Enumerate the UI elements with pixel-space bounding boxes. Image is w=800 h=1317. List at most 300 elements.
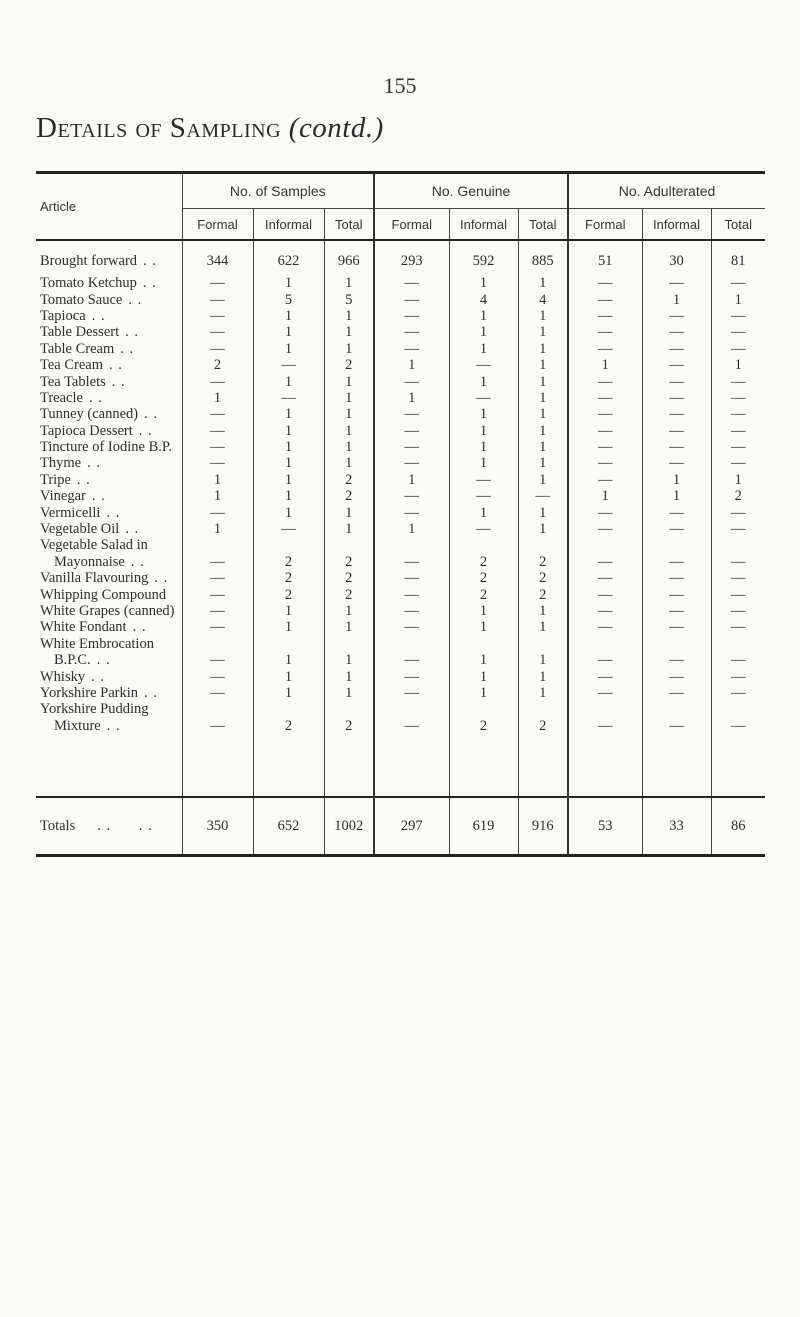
value-cell: 81 <box>711 240 765 269</box>
value-cell: 1 <box>518 423 568 439</box>
leader-dots: . . . . <box>97 817 153 834</box>
value-cell <box>449 537 518 553</box>
value-cell: — <box>711 718 765 734</box>
value-cell: — <box>711 554 765 570</box>
article-name <box>36 373 182 389</box>
article-name <box>36 603 182 619</box>
article-name <box>36 668 182 684</box>
value-cell: — <box>374 341 449 357</box>
totals-label-cell <box>36 797 182 856</box>
value-cell: 1 <box>374 472 449 488</box>
value-cell: 1 <box>253 439 324 455</box>
subheader: Total <box>324 209 374 241</box>
table-row <box>36 390 765 406</box>
article-name <box>36 390 182 406</box>
value-cell: 1 <box>518 504 568 520</box>
article-label: Vinegar <box>40 488 86 505</box>
value-cell: — <box>642 324 711 340</box>
leader-dots: . . <box>144 684 158 701</box>
value-cell <box>324 701 374 717</box>
value-cell: — <box>182 324 253 340</box>
table-row <box>36 291 765 307</box>
value-cell <box>182 537 253 553</box>
value-cell: 1 <box>253 619 324 635</box>
value-cell: — <box>568 718 642 734</box>
value-cell: — <box>711 570 765 586</box>
article-name <box>36 521 182 537</box>
value-cell: — <box>374 455 449 471</box>
value-cell: 1 <box>518 406 568 422</box>
article-name <box>36 240 182 269</box>
table-row <box>36 439 765 455</box>
value-cell: — <box>253 390 324 406</box>
value-cell: 1 <box>518 308 568 324</box>
value-cell: — <box>253 521 324 537</box>
value-cell <box>374 537 449 553</box>
value-cell: — <box>642 455 711 471</box>
leader-dots: . . <box>111 373 126 390</box>
table-row <box>36 455 765 471</box>
value-cell <box>518 537 568 553</box>
value-cell: 1 <box>324 308 374 324</box>
value-cell: — <box>711 373 765 389</box>
value-cell <box>642 537 711 553</box>
value-cell: 1 <box>324 603 374 619</box>
leader-dots: . . <box>120 340 135 357</box>
value-cell: 2 <box>324 554 374 570</box>
value-cell: 5 <box>253 291 324 307</box>
article-label: Tincture of Iodine B.P. <box>40 439 172 456</box>
value-cell: 1 <box>324 455 374 471</box>
table-row <box>36 472 765 488</box>
leader-dots: . . <box>143 253 157 269</box>
value-cell: — <box>182 554 253 570</box>
article-label: Tapioca <box>40 307 86 324</box>
value-cell <box>324 636 374 652</box>
value-cell: — <box>182 373 253 389</box>
group-header-genuine: No. Genuine <box>374 173 568 209</box>
value-cell: 344 <box>182 240 253 269</box>
value-cell: — <box>182 570 253 586</box>
value-cell: — <box>642 406 711 422</box>
table-row <box>36 636 765 652</box>
article-name <box>36 455 182 471</box>
value-cell: 1 <box>324 390 374 406</box>
value-cell: 2 <box>253 554 324 570</box>
article-name <box>36 701 182 717</box>
value-cell: 1 <box>253 324 324 340</box>
value-cell: — <box>568 308 642 324</box>
value-cell: — <box>182 504 253 520</box>
article-label: Yorkshire Pudding <box>40 701 149 718</box>
total-cell: 86 <box>711 797 765 856</box>
article-label: Whipping Compound <box>40 586 167 603</box>
leader-dots: . . <box>109 357 123 374</box>
value-cell: 1 <box>253 423 324 439</box>
table-row <box>36 619 765 635</box>
value-cell: — <box>182 685 253 701</box>
leader-dots: . . <box>76 471 91 488</box>
leader-dots: . . <box>88 389 103 406</box>
value-cell: 1 <box>324 521 374 537</box>
value-cell: 1 <box>324 373 374 389</box>
value-cell: 1 <box>449 439 518 455</box>
leader-dots: . . <box>154 570 169 587</box>
leader-dots: . . <box>125 324 139 341</box>
table-row <box>36 570 765 586</box>
value-cell: — <box>374 291 449 307</box>
leader-dots: . . <box>132 619 147 636</box>
article-label: Yorkshire Parkin <box>40 684 139 701</box>
value-cell: 1 <box>253 668 324 684</box>
value-cell: 1 <box>449 455 518 471</box>
value-cell: — <box>711 423 765 439</box>
value-cell: 2 <box>324 488 374 504</box>
value-cell <box>182 636 253 652</box>
heading-title: Details of Sampling <box>36 112 282 144</box>
value-cell: 1 <box>324 439 374 455</box>
value-cell <box>518 636 568 652</box>
table-row <box>36 373 765 389</box>
subheader: Formal <box>182 209 253 241</box>
value-cell: 1 <box>518 390 568 406</box>
article-label: White Embrocation <box>40 635 154 652</box>
value-cell: — <box>642 570 711 586</box>
article-label: White Grapes (canned) <box>40 603 175 619</box>
value-cell: 1 <box>568 488 642 504</box>
value-cell: 1 <box>324 668 374 684</box>
article-name <box>36 685 182 701</box>
value-cell <box>324 537 374 553</box>
article-name <box>36 275 182 291</box>
value-cell: — <box>568 652 642 668</box>
value-cell: — <box>568 570 642 586</box>
subheader: Formal <box>568 209 642 241</box>
value-cell: 2 <box>324 586 374 602</box>
article-name <box>36 406 182 422</box>
page-number: 155 <box>383 73 417 98</box>
value-cell: — <box>642 275 711 291</box>
value-cell: 1 <box>518 521 568 537</box>
value-cell: 2 <box>518 586 568 602</box>
value-cell: — <box>374 685 449 701</box>
value-cell: — <box>518 488 568 504</box>
value-cell: — <box>182 275 253 291</box>
value-cell: 1 <box>518 619 568 635</box>
article-name <box>36 423 182 439</box>
value-cell: — <box>568 406 642 422</box>
article-label: Vegetable Oil <box>40 521 120 538</box>
value-cell: 2 <box>518 718 568 734</box>
value-cell <box>253 636 324 652</box>
value-cell: 1 <box>518 603 568 619</box>
value-cell: — <box>374 423 449 439</box>
value-cell <box>711 537 765 553</box>
value-cell: 1 <box>324 685 374 701</box>
value-cell: — <box>182 652 253 668</box>
value-cell: 2 <box>324 472 374 488</box>
table-row <box>36 240 765 269</box>
leader-dots: . . <box>144 406 158 423</box>
value-cell: 2 <box>253 586 324 602</box>
value-cell: — <box>374 586 449 602</box>
value-cell: — <box>374 324 449 340</box>
value-cell: — <box>568 275 642 291</box>
article-name <box>36 324 182 340</box>
value-cell: 1 <box>253 504 324 520</box>
article-label: Tunney (canned) <box>40 406 139 423</box>
value-cell: 2 <box>324 570 374 586</box>
value-cell: — <box>182 586 253 602</box>
article-name <box>36 357 182 373</box>
value-cell: 1 <box>518 652 568 668</box>
leader-dots: . . <box>130 553 145 570</box>
totals-label: Totals <box>40 817 76 834</box>
value-cell: — <box>182 291 253 307</box>
value-cell: — <box>449 472 518 488</box>
value-cell: 1 <box>182 472 253 488</box>
article-name <box>36 439 182 455</box>
article-name <box>36 718 182 734</box>
table-row <box>36 537 765 553</box>
value-cell: — <box>374 652 449 668</box>
value-cell: — <box>374 373 449 389</box>
article-label: Brought forward <box>40 253 138 269</box>
subheader: Informal <box>449 209 518 241</box>
value-cell: 1 <box>568 357 642 373</box>
value-cell: — <box>711 586 765 602</box>
value-cell: 1 <box>253 685 324 701</box>
value-cell: — <box>568 472 642 488</box>
value-cell: 1 <box>449 685 518 701</box>
value-cell: 2 <box>324 357 374 373</box>
value-cell <box>568 636 642 652</box>
article-header: Article <box>36 173 182 241</box>
value-cell: — <box>642 423 711 439</box>
value-cell: 1 <box>253 652 324 668</box>
value-cell: 1 <box>374 390 449 406</box>
table-body <box>36 240 765 855</box>
table-row <box>36 603 765 619</box>
value-cell: 4 <box>449 291 518 307</box>
value-cell: — <box>568 291 642 307</box>
leader-dots: . . <box>96 652 111 669</box>
value-cell: — <box>711 603 765 619</box>
leader-dots: . . <box>91 307 106 324</box>
table-row <box>36 341 765 357</box>
value-cell: 1 <box>324 324 374 340</box>
value-cell: — <box>711 652 765 668</box>
group-header-samples: No. of Samples <box>182 173 374 209</box>
value-cell: — <box>374 668 449 684</box>
value-cell: 1 <box>253 488 324 504</box>
total-cell: 33 <box>642 797 711 856</box>
value-cell: 592 <box>449 240 518 269</box>
article-label: Vanilla Flavouring <box>40 570 149 587</box>
value-cell: — <box>642 308 711 324</box>
total-cell: 297 <box>374 797 449 856</box>
article-label: Vegetable Salad in <box>40 537 148 554</box>
value-cell: 1 <box>324 406 374 422</box>
article-label: Whisky <box>40 668 86 685</box>
value-cell <box>711 701 765 717</box>
value-cell: — <box>182 619 253 635</box>
value-cell: 1 <box>642 488 711 504</box>
article-name <box>36 341 182 357</box>
value-cell <box>253 701 324 717</box>
value-cell: — <box>182 718 253 734</box>
value-cell: 1 <box>374 357 449 373</box>
leader-dots: . . <box>106 717 121 734</box>
value-cell: — <box>449 521 518 537</box>
leader-dots: . . <box>142 275 157 292</box>
article-label: Vermicelli <box>40 504 101 521</box>
value-cell <box>182 701 253 717</box>
value-cell: — <box>568 554 642 570</box>
value-cell: 1 <box>518 472 568 488</box>
value-cell: 30 <box>642 240 711 269</box>
value-cell: 1 <box>253 603 324 619</box>
value-cell: — <box>182 341 253 357</box>
value-cell: 2 <box>182 357 253 373</box>
value-cell: 1 <box>518 455 568 471</box>
value-cell: 1 <box>518 668 568 684</box>
value-cell: — <box>568 439 642 455</box>
leader-dots: . . <box>128 291 143 308</box>
table-row <box>36 701 765 717</box>
article-name <box>36 291 182 307</box>
article-label: Mixture <box>54 717 101 734</box>
article-name <box>36 308 182 324</box>
value-cell: — <box>449 488 518 504</box>
value-cell: 1 <box>518 439 568 455</box>
value-cell: 1 <box>711 291 765 307</box>
value-cell: 1 <box>518 341 568 357</box>
value-cell: — <box>182 423 253 439</box>
value-cell: 1 <box>449 406 518 422</box>
value-cell: — <box>374 275 449 291</box>
value-cell: — <box>642 718 711 734</box>
value-cell: 1 <box>324 275 374 291</box>
value-cell: 1 <box>449 373 518 389</box>
value-cell <box>568 537 642 553</box>
value-cell: — <box>568 423 642 439</box>
value-cell <box>374 636 449 652</box>
article-label: Tripe <box>40 471 71 488</box>
value-cell <box>518 701 568 717</box>
value-cell: — <box>182 668 253 684</box>
value-cell: — <box>642 619 711 635</box>
value-cell: — <box>568 504 642 520</box>
table-row <box>36 406 765 422</box>
value-cell: — <box>568 603 642 619</box>
totals-row <box>36 797 765 856</box>
value-cell: 1 <box>642 472 711 488</box>
value-cell: — <box>374 619 449 635</box>
value-cell: — <box>711 341 765 357</box>
value-cell: — <box>182 308 253 324</box>
value-cell: — <box>568 373 642 389</box>
value-cell: — <box>182 455 253 471</box>
table-row <box>36 423 765 439</box>
value-cell: 1 <box>449 324 518 340</box>
value-cell: 1 <box>182 390 253 406</box>
article-label: Tomato Ketchup <box>40 275 137 292</box>
article-label: Treacle <box>40 389 83 406</box>
leader-dots: . . <box>106 504 121 521</box>
value-cell: — <box>711 275 765 291</box>
value-cell: 2 <box>449 718 518 734</box>
value-cell: 1 <box>642 291 711 307</box>
article-label: Tomato Sauce <box>40 291 123 308</box>
value-cell: 1 <box>449 619 518 635</box>
article-name <box>36 504 182 520</box>
sampling-table <box>36 171 765 857</box>
article-label: Table Cream <box>40 340 115 357</box>
value-cell: 1 <box>449 308 518 324</box>
value-cell: — <box>374 554 449 570</box>
article-label: Table Dessert <box>40 324 120 341</box>
value-cell: — <box>711 308 765 324</box>
value-cell: 1 <box>324 619 374 635</box>
leader-dots: . . <box>91 488 106 505</box>
value-cell: — <box>568 668 642 684</box>
article-name <box>36 619 182 635</box>
value-cell: 1 <box>253 472 324 488</box>
article-name <box>36 537 182 553</box>
value-cell: — <box>568 685 642 701</box>
value-cell: — <box>642 652 711 668</box>
value-cell: 1 <box>449 423 518 439</box>
value-cell: — <box>449 357 518 373</box>
value-cell: — <box>711 521 765 537</box>
table-row <box>36 554 765 570</box>
value-cell: — <box>568 455 642 471</box>
value-cell: 2 <box>253 570 324 586</box>
value-cell: — <box>711 668 765 684</box>
value-cell <box>253 537 324 553</box>
subheader: Total <box>711 209 765 241</box>
article-label: White Fondant <box>40 619 127 636</box>
page-heading <box>36 112 384 145</box>
table-row <box>36 718 765 734</box>
value-cell <box>449 636 518 652</box>
article-name <box>36 488 182 504</box>
value-cell: 1 <box>518 357 568 373</box>
value-cell <box>374 701 449 717</box>
value-cell: 1 <box>374 521 449 537</box>
value-cell: 1 <box>449 504 518 520</box>
table-row <box>36 324 765 340</box>
article-label: Mayonnaise <box>54 553 125 570</box>
value-cell: 1 <box>449 668 518 684</box>
leader-dots: . . <box>125 521 140 538</box>
table-row <box>36 668 765 684</box>
value-cell: — <box>711 439 765 455</box>
table-row <box>36 357 765 373</box>
subheader: Formal <box>374 209 449 241</box>
value-cell: 966 <box>324 240 374 269</box>
value-cell: 1 <box>324 504 374 520</box>
value-cell <box>449 701 518 717</box>
value-cell: — <box>374 718 449 734</box>
value-cell: 1 <box>711 472 765 488</box>
article-label: Thyme <box>40 455 82 472</box>
value-cell: — <box>642 586 711 602</box>
value-cell: 2 <box>253 718 324 734</box>
value-cell: 51 <box>568 240 642 269</box>
value-cell: — <box>642 521 711 537</box>
